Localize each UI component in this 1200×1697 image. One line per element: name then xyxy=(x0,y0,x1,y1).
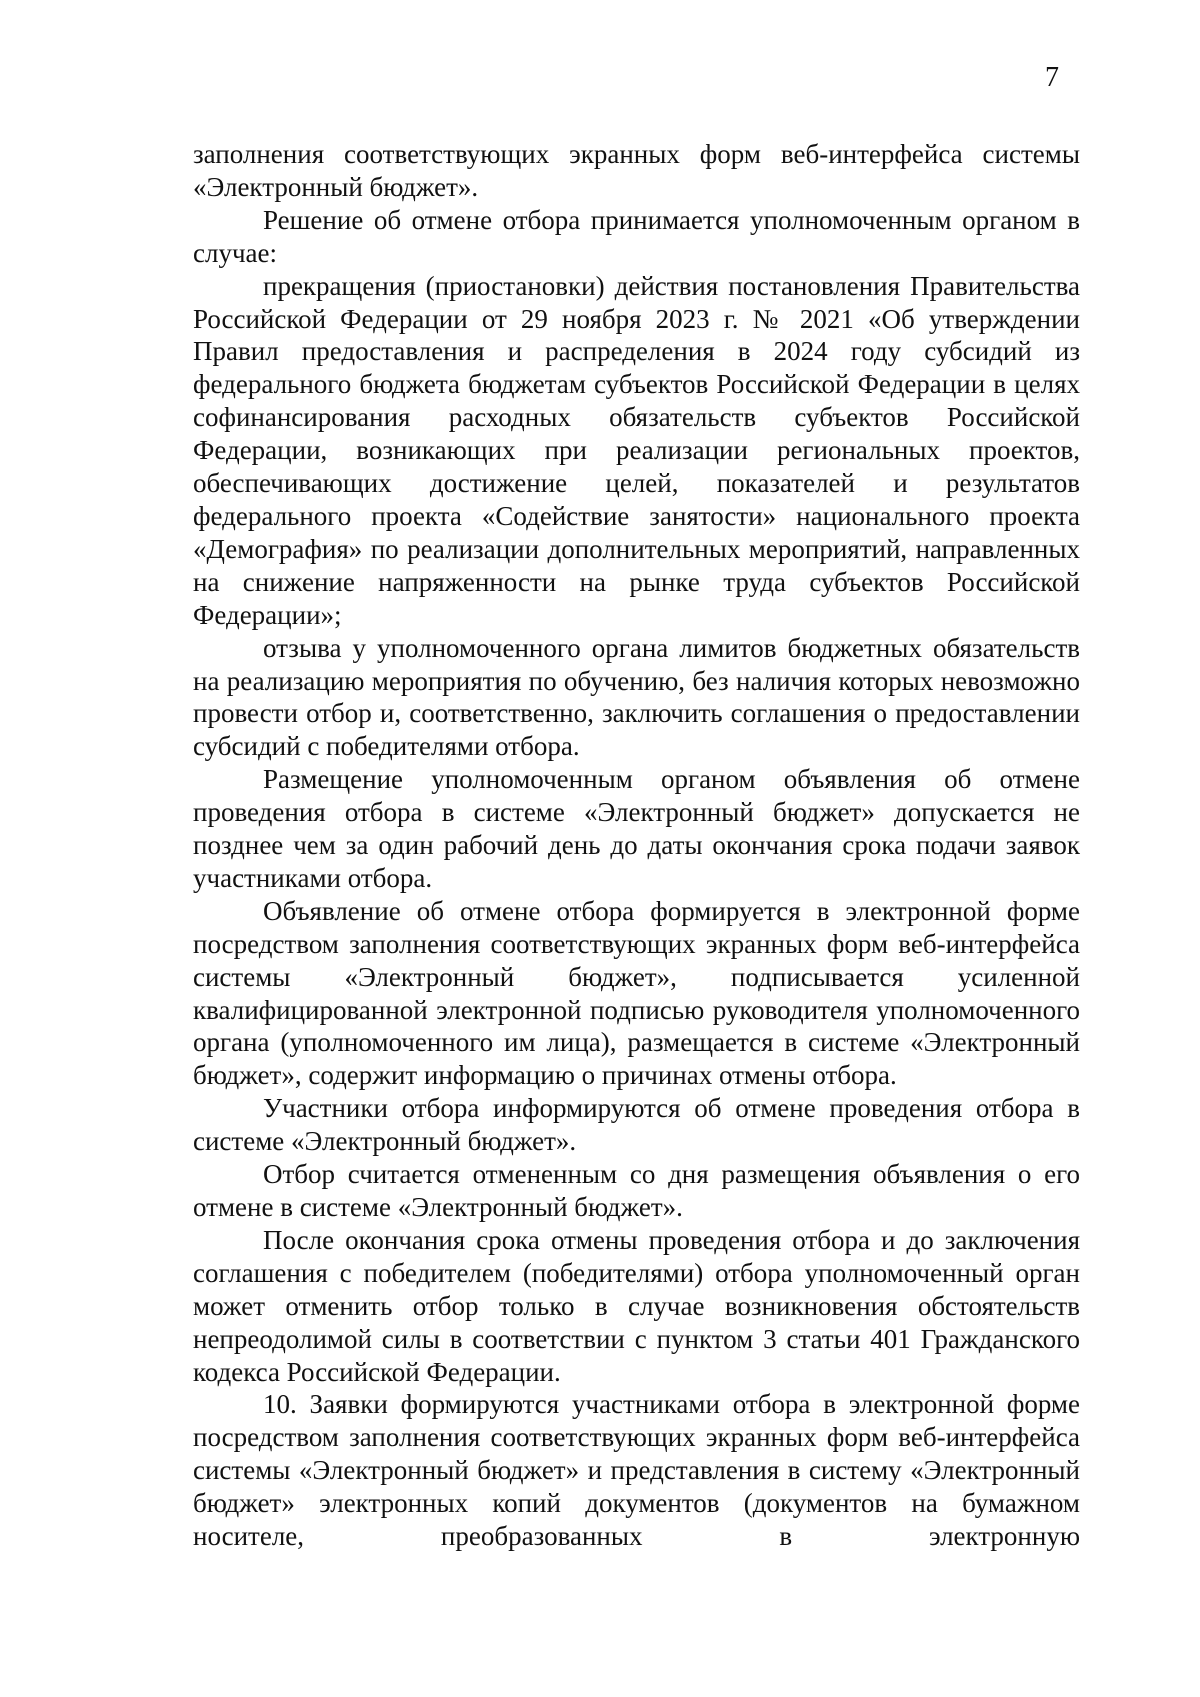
paragraph: заполнения соответствующих экранных форм веб-интерфейса системы «Электронный бюджет». xyxy=(193,139,1080,202)
page-number: 7 xyxy=(1045,62,1059,93)
paragraph: Объявление об отмене отбора формируется в электронной форме посредством заполнения соответствующих экранных форм веб-интерфейса системы «Электронный бюджет», подписывается усиленной квалифицированной электронной подписью руководителя уполномоченного органа (уполномоченного им лица), размещается в системе «Электронный бюджет», содержит информацию о причинах отмены отбора. xyxy=(193,895,1080,1091)
paragraph: Участники отбора информируются об отмене проведения отбора в системе «Электронный бюджет». xyxy=(193,1093,1080,1157)
paragraph: прекращения (приостановки) действия постановления Правительства Российской Федерации от 29 ноября 2023 г. № 2021 «Об утверждении Правил предоставления и распределения в 2024 году субсидий из федерального бюджета бюджетам субъектов Российской Федерации в целях софинансирования расходных обязательств субъектов Российской Федерации, возникающих при реализации региональных проектов, обеспечивающих достижение целей, показателей и результатов федерального проекта «Содействие занятости» национального проекта «Демография» по реализации дополнительных мероприятий, направленных на снижение напряженности на рынке труда субъектов Российской Федерации»; xyxy=(193,270,1080,630)
paragraph: После окончания срока отмены проведения отбора и до заключения соглашения с победителем (победителями) отбора уполномоченный орган может отменить отбор только в случае возникновения обстоятельств непреодолимой силы в соответствии с пунктом 3 статьи 401 Гражданского кодекса Российской Федерации. xyxy=(193,1224,1080,1387)
document-body xyxy=(193,138,1080,1553)
paragraph: 10. Заявки формируются участниками отбора в электронной форме посредством заполнения соответствующих экранных форм веб-интерфейса системы «Электронный бюджет» и представления в систему «Электронный бюджет» электронных копий документов (документов на бумажном носителе, преобразованных в электронную xyxy=(193,1389,1080,1552)
paragraph: Размещение уполномоченным органом объявления об отмене проведения отбора в системе «Электронный бюджет» допускается не позднее чем за один рабочий день до даты окончания срока подачи заявок участниками отбора. xyxy=(193,764,1080,893)
paragraph: Решение об отмене отбора принимается уполномоченным органом в случае: xyxy=(193,204,1080,268)
paragraph: отзыва у уполномоченного органа лимитов бюджетных обязательств на реализацию мероприятия по обучению, без наличия которых невозможно провести отбор и, соответственно, заключить соглашения о предоставлении субсидий с победителями отбора. xyxy=(193,632,1080,762)
paragraph: Отбор считается отмененным со дня размещения объявления о его отмене в системе «Электронный бюджет». xyxy=(193,1159,1080,1222)
